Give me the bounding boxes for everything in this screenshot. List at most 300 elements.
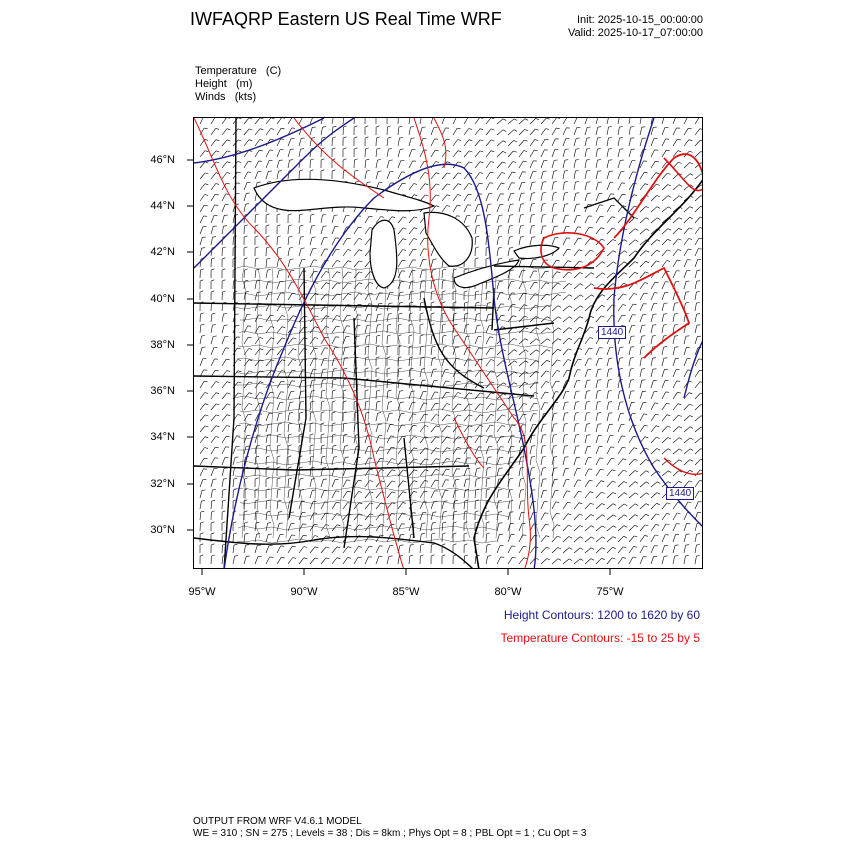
wind-barb-flag	[227, 162, 230, 163]
wind-barb-flag	[547, 317, 550, 319]
wind-barb	[244, 360, 249, 366]
wind-barb	[211, 501, 212, 509]
wind-barb	[376, 402, 377, 410]
wind-barb-flag	[420, 555, 423, 556]
wind-barb-flag	[633, 557, 637, 558]
wind-barb	[673, 381, 677, 388]
wind-barb	[684, 174, 690, 179]
wind-barb-flag	[249, 118, 252, 119]
wind-barb-flag	[332, 390, 335, 391]
wind-barb	[585, 273, 591, 278]
wind-barb	[277, 259, 279, 267]
wind-barb	[651, 426, 656, 432]
wind-barb	[277, 501, 278, 509]
wind-barb	[651, 127, 653, 135]
wind-barb	[640, 414, 644, 421]
wind-barb-flag	[457, 205, 460, 206]
wind-barb	[277, 304, 281, 311]
wind-barb	[607, 251, 613, 256]
wind-barb-flag	[646, 504, 649, 506]
wind-barb-flag	[611, 458, 614, 459]
wind-barb-flag	[701, 163, 703, 165]
wind-barb	[277, 392, 281, 399]
wind-barb	[530, 446, 532, 454]
wind-barb	[222, 194, 226, 201]
wind-barb-flag	[413, 502, 416, 503]
wind-barb	[420, 470, 425, 476]
wind-barb-flag	[667, 415, 670, 416]
wind-barb-flag	[590, 338, 593, 339]
wind-barb-flag	[205, 437, 208, 438]
wind-barb	[651, 139, 654, 146]
wind-barb	[497, 557, 501, 564]
wind-barb-flag	[211, 522, 214, 523]
wind-barb-flag	[656, 184, 659, 185]
wind-barb	[222, 226, 224, 234]
wind-barb	[519, 172, 522, 179]
wind-barb-flag	[656, 426, 659, 427]
wind-barb	[695, 196, 701, 201]
wind-barb-flag	[579, 503, 582, 504]
county-line	[326, 268, 330, 538]
wind-barb	[673, 358, 675, 366]
wind-barb	[651, 482, 657, 487]
wind-barb-flag	[255, 489, 258, 490]
wind-barb	[552, 295, 558, 301]
wind-barb-flag	[520, 479, 523, 480]
wind-barb-flag	[332, 423, 335, 424]
wind-barb-flag	[536, 118, 539, 119]
wind-barb-flag	[487, 478, 490, 479]
wind-barb-flag	[557, 360, 560, 361]
wind-barb	[387, 503, 392, 509]
wind-barb-flag	[442, 291, 445, 292]
wind-barb	[651, 336, 652, 344]
wind-barb	[684, 118, 688, 124]
wind-barb	[365, 171, 367, 179]
wind-barb	[640, 493, 646, 498]
wind-barb-flag	[491, 140, 494, 141]
wind-barb-flag	[268, 523, 271, 524]
wind-barb-flag	[543, 193, 546, 194]
wind-barb	[266, 360, 271, 366]
wind-barb	[222, 205, 225, 212]
wind-barb-flag	[591, 284, 594, 286]
wind-barb-flag	[535, 305, 538, 306]
wind-barb-flag	[668, 239, 671, 240]
wind-barb-flag	[635, 515, 638, 517]
wind-barb-flag	[211, 258, 214, 259]
wind-barb	[684, 336, 686, 344]
wind-barb-flag	[336, 249, 339, 250]
wind-barb-flag	[557, 525, 560, 526]
wind-barb	[420, 448, 425, 454]
wind-barb-flag	[601, 316, 604, 317]
wind-barb	[343, 315, 347, 322]
wind-barb-flag	[569, 306, 572, 308]
lat-label: 46°N	[150, 154, 175, 166]
wind-barb	[365, 347, 366, 355]
wind-barb	[552, 193, 553, 201]
wind-barb-flag	[635, 229, 638, 231]
wind-barb	[398, 556, 399, 564]
wind-barb-flag	[491, 393, 494, 394]
wind-barb-flag	[556, 260, 559, 261]
wind-barb-flag	[619, 127, 622, 128]
wind-barb	[695, 292, 696, 300]
wind-barb-flag	[480, 151, 483, 152]
wind-barb-flag	[591, 548, 594, 550]
wind-barb	[442, 270, 443, 278]
wind-barb	[585, 138, 587, 146]
wind-barb	[695, 336, 697, 344]
wind-barb	[552, 139, 555, 146]
wind-barb	[640, 514, 646, 520]
wind-barb-flag	[403, 250, 406, 251]
wind-barb-flag	[216, 404, 219, 405]
wind-barb-flag	[420, 335, 423, 336]
wind-barb-flag	[464, 544, 467, 545]
wind-barb-flag	[646, 218, 649, 220]
wind-barb-flag	[447, 448, 450, 449]
wind-barb	[222, 359, 226, 366]
wind-barb-flag	[238, 382, 241, 383]
wind-barb-flag	[525, 119, 528, 121]
wind-barb	[640, 118, 642, 124]
wind-barb	[618, 436, 622, 443]
wind-barb	[662, 449, 668, 454]
wind-barb	[629, 471, 635, 477]
wind-barb	[475, 173, 480, 180]
wind-barb-flag	[601, 239, 604, 240]
wind-barb	[376, 557, 379, 565]
wind-barb-flag	[491, 360, 494, 361]
wind-barb-flag	[686, 545, 690, 546]
wind-barb-flag	[613, 537, 616, 539]
wind-barb	[200, 404, 205, 410]
wind-barb-flag	[656, 514, 659, 515]
wind-barb-flag	[531, 457, 535, 458]
wind-barb	[563, 171, 565, 179]
wind-barb-flag	[447, 173, 450, 174]
wind-barb	[222, 118, 227, 124]
wind-barb	[607, 240, 613, 246]
wind-barb	[673, 128, 677, 135]
wind-barb	[442, 325, 443, 333]
wind-barb-flag	[689, 393, 692, 394]
wind-barb	[288, 248, 290, 256]
wind-barb	[222, 140, 227, 146]
wind-barb	[409, 437, 414, 444]
county-line	[240, 318, 552, 322]
wind-barb	[552, 536, 557, 542]
wind-barb-flag	[304, 558, 307, 559]
wind-barb-flag	[612, 481, 615, 482]
wind-barb-flag	[343, 379, 346, 380]
wind-barb-flag	[700, 470, 703, 471]
wind-barb-flag	[575, 171, 578, 172]
wind-barb-flag	[679, 438, 682, 440]
wind-barb	[310, 226, 312, 234]
wind-barb	[376, 546, 380, 553]
wind-barb	[486, 162, 491, 169]
wind-barb	[596, 118, 598, 124]
wind-barb	[629, 149, 631, 157]
wind-barb-flag	[266, 478, 269, 479]
wind-barb	[629, 240, 635, 245]
county-line	[368, 268, 372, 538]
wind-barb	[629, 493, 635, 498]
wind-barb	[695, 556, 696, 564]
wind-barb	[420, 459, 425, 465]
wind-barb	[662, 381, 665, 388]
wind-barb-flag	[402, 513, 405, 514]
wind-barb	[618, 183, 622, 190]
wind-barb	[343, 480, 347, 487]
wind-barb-flag	[323, 468, 326, 469]
wind-barb	[585, 370, 588, 378]
wind-barb	[332, 337, 336, 344]
wind-barb	[541, 226, 543, 234]
wind-barb-flag	[486, 511, 489, 512]
wind-barb	[673, 162, 678, 168]
wind-barb	[695, 118, 699, 124]
wind-barb	[673, 250, 678, 257]
wind-barb	[332, 326, 336, 333]
wind-barb	[662, 118, 664, 124]
wind-barb	[464, 325, 466, 333]
wind-barb-flag	[348, 294, 351, 295]
wind-barb-flag	[303, 535, 306, 536]
wind-barb	[211, 173, 216, 179]
wind-barb-flag	[403, 217, 406, 218]
wind-barb-flag	[343, 148, 346, 149]
wind-barb-flag	[689, 228, 692, 229]
wind-barb-flag	[281, 381, 284, 382]
wind-barb	[211, 556, 212, 564]
wind-barb-flag	[205, 162, 208, 163]
wind-barb	[277, 490, 278, 498]
wind-barb-flag	[569, 548, 572, 550]
wind-barb	[431, 150, 435, 157]
wind-barb	[629, 118, 630, 124]
wind-barb	[519, 468, 520, 476]
wind-barb-flag	[557, 272, 560, 273]
wind-barb	[596, 537, 602, 542]
wind-barb-flag	[279, 171, 283, 172]
wind-barb	[420, 150, 424, 157]
wind-barb-flag	[359, 294, 362, 295]
wind-barb	[552, 150, 555, 158]
wind-barb-flag	[635, 504, 638, 506]
wind-barb	[464, 314, 465, 322]
wind-barb-flag	[624, 283, 627, 284]
wind-barb	[233, 447, 236, 455]
wind-barb	[255, 403, 259, 410]
wind-barb	[233, 545, 234, 553]
wind-barb	[365, 325, 367, 333]
wind-barb	[200, 205, 204, 212]
wind-barb	[365, 160, 366, 168]
wind-barb-flag	[652, 336, 656, 337]
wind-barb	[200, 248, 202, 256]
wind-barb	[695, 174, 701, 179]
wind-barb	[629, 229, 635, 234]
wind-barb-flag	[442, 544, 445, 545]
wind-barb	[574, 370, 577, 377]
wind-barb	[321, 283, 326, 289]
lake-michigan	[370, 220, 397, 288]
wind-barb	[596, 504, 602, 510]
wind-barb	[497, 162, 502, 168]
wind-barb	[662, 185, 668, 191]
wind-barb-flag	[380, 535, 383, 536]
wind-barb-flag	[293, 558, 296, 559]
wind-barb	[310, 391, 311, 399]
wind-barb-flag	[238, 118, 241, 119]
wind-barb-flag	[547, 360, 550, 361]
wind-barb	[464, 393, 469, 399]
wind-barb	[299, 226, 300, 234]
wind-barb	[211, 151, 216, 157]
wind-barb	[640, 304, 643, 311]
footer-line-1: OUTPUT FROM WRF V4.6.1 MODEL	[193, 816, 362, 827]
wind-barb	[541, 193, 543, 201]
wind-barb-flag	[333, 434, 336, 435]
wind-barb	[431, 415, 436, 422]
wind-barb-flag	[414, 217, 417, 218]
wind-barb-flag	[358, 227, 361, 228]
wind-barb-flag	[580, 295, 583, 297]
wind-barb-flag	[679, 185, 682, 187]
wind-barb-flag	[569, 559, 572, 561]
wind-barb	[574, 284, 580, 289]
wind-barb	[288, 338, 293, 344]
wind-barb	[233, 534, 234, 542]
county-line	[239, 513, 510, 517]
wind-barb	[651, 207, 657, 212]
wind-barb	[497, 237, 499, 245]
wind-barb	[475, 140, 480, 146]
wind-barb	[288, 316, 293, 322]
wind-barb	[332, 316, 337, 323]
wind-barb-flag	[282, 316, 285, 317]
wind-barb-flag	[289, 478, 292, 479]
wind-barb-flag	[553, 435, 557, 436]
wind-barb-flag	[227, 173, 230, 174]
wind-barb	[618, 391, 620, 399]
wind-barb-flag	[591, 526, 594, 528]
wind-barb	[420, 195, 425, 201]
wind-barb	[310, 327, 315, 333]
wind-barb-flag	[304, 547, 307, 548]
wind-barb	[299, 260, 302, 268]
wind-barb	[486, 183, 490, 190]
wind-barb	[607, 481, 612, 487]
wind-barb	[552, 371, 557, 378]
wind-barb-flag	[525, 372, 528, 374]
wind-barb	[519, 129, 525, 135]
wind-barb	[629, 546, 634, 553]
wind-barb	[673, 404, 678, 410]
wind-barb-flag	[612, 470, 615, 471]
wind-barb	[332, 215, 334, 223]
wind-barb	[497, 293, 500, 300]
wind-barb	[365, 447, 368, 454]
wind-barb	[541, 271, 545, 278]
wind-barb	[629, 251, 635, 256]
wind-barb-flag	[631, 380, 634, 381]
wind-barb	[585, 515, 591, 521]
wind-barb-flag	[259, 150, 263, 151]
wind-barb	[585, 446, 587, 454]
wind-barb-flag	[336, 326, 339, 327]
wind-barb	[574, 273, 580, 279]
wind-barb	[310, 348, 314, 355]
wind-barb-flag	[402, 260, 405, 261]
wind-barb	[651, 369, 653, 377]
wind-barb-flag	[314, 524, 317, 525]
wind-barb-flag	[321, 434, 324, 435]
wind-barb-flag	[348, 261, 351, 262]
wind-barb	[244, 140, 249, 146]
wind-barb-flag	[414, 228, 417, 229]
wind-barb-flag	[569, 537, 572, 539]
wind-barb	[453, 314, 454, 322]
wind-barb-flag	[266, 467, 269, 468]
wind-barb	[673, 556, 675, 564]
wind-barb-flag	[554, 204, 558, 205]
wind-barb	[299, 359, 303, 366]
wind-barb-flag	[354, 159, 357, 160]
wind-barb	[695, 281, 697, 289]
wind-barb-flag	[645, 184, 648, 185]
wind-barb-flag	[205, 404, 208, 405]
wind-barb	[288, 479, 289, 487]
wind-barb	[255, 446, 256, 454]
wind-barb	[530, 339, 536, 344]
wind-barb-flag	[200, 555, 203, 556]
wind-barb	[354, 546, 359, 553]
wind-barb	[695, 438, 701, 443]
wind-barb-flag	[392, 217, 395, 218]
wind-barb	[640, 229, 646, 234]
wind-barb	[387, 149, 389, 157]
wind-barb	[508, 447, 511, 455]
wind-barb	[695, 228, 700, 235]
wind-barb	[420, 380, 422, 388]
wind-barb	[618, 217, 623, 223]
wind-barb-flag	[646, 261, 649, 262]
wind-barb-flag	[211, 280, 214, 281]
wind-barb	[618, 138, 620, 146]
wind-barb	[563, 328, 569, 333]
wind-barb	[618, 315, 622, 322]
wind-barb-flag	[564, 182, 567, 183]
wind-barb-flag	[256, 522, 259, 523]
wind-barb-flag	[399, 303, 403, 304]
wind-barb	[618, 262, 624, 267]
wind-barb	[585, 160, 586, 168]
wind-barb-flag	[443, 269, 446, 270]
wind-barb-flag	[513, 151, 516, 152]
wind-barb-flag	[487, 215, 491, 216]
wind-barb	[387, 172, 390, 180]
wind-barb-flag	[277, 236, 280, 237]
wind-barb-flag	[446, 139, 449, 140]
wind-barb	[519, 404, 524, 411]
wind-barb-flag	[447, 404, 450, 405]
